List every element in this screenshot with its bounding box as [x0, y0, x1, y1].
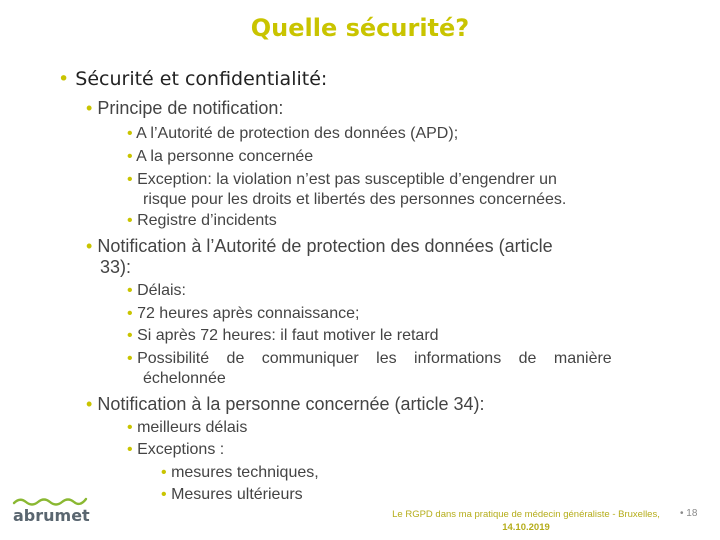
bullet: •: [127, 212, 133, 229]
list-item-text: Exceptions :: [137, 441, 225, 458]
notif-apd-label-continuation: 33):: [100, 257, 132, 277]
page-number: 18: [686, 508, 698, 519]
list-item: [127, 171, 682, 189]
list-item-continuation: risque pour les droits et libertés des personnes concernées.: [143, 191, 567, 208]
list-item: [127, 327, 439, 345]
bullet: •: [127, 171, 133, 188]
bullet: •: [127, 282, 133, 299]
notif-apd-label: Notification à l’Autorité de protection des données (article: [97, 236, 553, 256]
principe-label: Principe de notification:: [97, 98, 284, 118]
main-heading: Sécurité et confidentialité:: [75, 68, 328, 90]
footer-line2: 14.10.2019: [502, 522, 550, 533]
list-item: [127, 125, 458, 143]
bullet: •: [680, 508, 684, 519]
list-item-text: 72 heures après connaissance;: [137, 305, 360, 322]
list-item-continuation: échelonnée: [143, 370, 226, 387]
list-item-text: [127, 171, 557, 189]
bullet: •: [127, 327, 133, 344]
main-heading-row: [58, 68, 327, 90]
logo-wave-icon: [14, 499, 86, 505]
bullet: •: [86, 236, 93, 256]
list-item: [127, 212, 277, 230]
bullet: •: [127, 441, 133, 458]
list-item-text: Délais:: [137, 282, 186, 299]
bullet: •: [58, 68, 70, 90]
list-item: [127, 441, 224, 459]
slide-title: Quelle sécurité?: [250, 14, 470, 42]
bullet: •: [127, 148, 133, 165]
bullet: •: [161, 486, 167, 503]
list-item-text: Exception: la violation n’est pas susceptible d’engendrer un: [137, 171, 557, 188]
bullet: •: [86, 394, 93, 414]
logo-text: abrumet: [13, 506, 90, 525]
bullet: •: [127, 305, 133, 322]
page-number-row: [680, 508, 697, 519]
sub-list-item-text: mesures techniques,: [171, 464, 319, 481]
footer-caption: [380, 508, 672, 534]
list-item-text: Registre d’incidents: [137, 212, 277, 229]
list-item: [127, 305, 359, 323]
notif-personne-label: Notification à la personne concernée (article 34):: [97, 394, 485, 414]
list-item-text: A la personne concernée: [136, 148, 314, 165]
principe-row: [86, 98, 283, 119]
abrumet-logo: [12, 494, 94, 526]
sub-list-item: [161, 464, 319, 482]
bullet: •: [86, 98, 93, 118]
footer-line1: Le RGPD dans ma pratique de médecin généraliste - Bruxelles,: [392, 509, 660, 520]
bullet: •: [161, 464, 167, 481]
list-item: [127, 350, 682, 368]
list-item-text: A l’Autorité de protection des données (APD);: [136, 125, 459, 142]
list-item: [127, 148, 313, 166]
bullet: •: [127, 125, 133, 142]
bullet: •: [127, 419, 133, 436]
list-item-text: Si après 72 heures: il faut motiver le retard: [137, 327, 439, 344]
sub-list-item-text: Mesures ultérieurs: [171, 486, 303, 503]
list-item: [127, 282, 186, 300]
list-item-text: Possibilité de communiquer les informations de manière: [137, 350, 612, 367]
list-item: [127, 419, 247, 437]
sub-list-item: [161, 486, 303, 504]
notif-apd-row: [86, 236, 553, 257]
bullet: •: [127, 350, 133, 367]
notif-personne-row: [86, 394, 485, 415]
list-item-text: meilleurs délais: [137, 419, 248, 436]
